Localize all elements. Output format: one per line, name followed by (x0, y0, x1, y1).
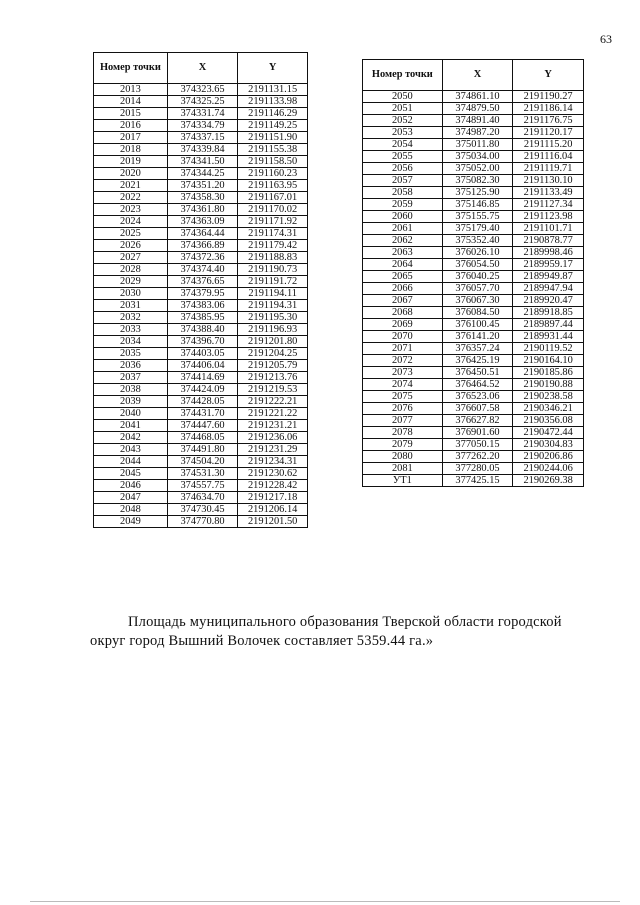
table-row (94, 96, 308, 108)
cell-x: 374403.05 (167, 348, 238, 360)
cell-x: 374358.30 (167, 192, 238, 204)
cell-y: 2191176.75 (513, 115, 584, 127)
cell-point-number: 2057 (363, 175, 443, 187)
table-row (363, 367, 584, 379)
cell-point-number: 2059 (363, 199, 443, 211)
cell-y: 2191151.90 (238, 132, 308, 144)
cell-x: 376100.45 (442, 319, 513, 331)
cell-y: 2190356.08 (513, 415, 584, 427)
table-row (363, 139, 584, 151)
cell-x: 376054.50 (442, 259, 513, 271)
cell-y: 2191120.17 (513, 127, 584, 139)
cell-y: 2191231.21 (238, 420, 308, 432)
cell-point-number: 2036 (94, 360, 168, 372)
cell-y: 2191158.50 (238, 156, 308, 168)
cell-y: 2191194.11 (238, 288, 308, 300)
cell-y: 2190472.44 (513, 427, 584, 439)
table-row (363, 343, 584, 355)
cell-point-number: 2056 (363, 163, 443, 175)
table-row (94, 480, 308, 492)
cell-point-number: 2069 (363, 319, 443, 331)
cell-point-number: 2051 (363, 103, 443, 115)
cell-y: 2190238.58 (513, 391, 584, 403)
cell-y: 2191213.76 (238, 372, 308, 384)
cell-y: 2191234.31 (238, 456, 308, 468)
cell-x: 375082.30 (442, 175, 513, 187)
table-row (363, 439, 584, 451)
cell-x: 374364.44 (167, 228, 238, 240)
cell-x: 374447.60 (167, 420, 238, 432)
table-row (363, 403, 584, 415)
cell-point-number: 2040 (94, 408, 168, 420)
cell-y: 2191230.62 (238, 468, 308, 480)
table-row (363, 451, 584, 463)
header-point-number: Номер точки (94, 53, 168, 84)
cell-y: 2191228.42 (238, 480, 308, 492)
cell-y: 2191194.31 (238, 300, 308, 312)
cell-y: 2190206.86 (513, 451, 584, 463)
cell-x: 374468.05 (167, 432, 238, 444)
table-row (94, 372, 308, 384)
cell-point-number: 2071 (363, 343, 443, 355)
cell-y: 2191163.95 (238, 180, 308, 192)
cell-point-number: 2014 (94, 96, 168, 108)
table-row (363, 295, 584, 307)
cell-point-number: 2017 (94, 132, 168, 144)
table-row (363, 283, 584, 295)
cell-x: 374557.75 (167, 480, 238, 492)
cell-x: 374351.20 (167, 180, 238, 192)
cell-x: 374372.36 (167, 252, 238, 264)
cell-x: 374406.04 (167, 360, 238, 372)
table-row (363, 355, 584, 367)
table-row (363, 259, 584, 271)
cell-y: 2191188.83 (238, 252, 308, 264)
table-row (363, 163, 584, 175)
cell-point-number: 2035 (94, 348, 168, 360)
cell-y: 2191174.31 (238, 228, 308, 240)
table-row (363, 115, 584, 127)
cell-point-number: 2047 (94, 492, 168, 504)
cell-point-number: 2028 (94, 264, 168, 276)
cell-point-number: 2018 (94, 144, 168, 156)
table-row (363, 235, 584, 247)
cell-point-number: 2039 (94, 396, 168, 408)
cell-point-number: 2037 (94, 372, 168, 384)
cell-point-number: 2066 (363, 283, 443, 295)
cell-y: 2191167.01 (238, 192, 308, 204)
cell-x: 374339.84 (167, 144, 238, 156)
table-row (363, 415, 584, 427)
cell-x: 375352.40 (442, 235, 513, 247)
cell-point-number: 2072 (363, 355, 443, 367)
cell-x: 377050.15 (442, 439, 513, 451)
cell-x: 376901.60 (442, 427, 513, 439)
table-row (94, 420, 308, 432)
cell-x: 374891.40 (442, 115, 513, 127)
cell-point-number: 2019 (94, 156, 168, 168)
cell-point-number: 2063 (363, 247, 443, 259)
table-row (94, 168, 308, 180)
cell-x: 374366.89 (167, 240, 238, 252)
cell-y: 2191190.73 (238, 264, 308, 276)
page-number: 63 (600, 32, 612, 46)
cell-y: 2190190.88 (513, 379, 584, 391)
table-row (363, 247, 584, 259)
cell-point-number: 2079 (363, 439, 443, 451)
cell-y: 2191127.34 (513, 199, 584, 211)
cell-point-number: 2043 (94, 444, 168, 456)
table-row (363, 187, 584, 199)
cell-x: 374531.30 (167, 468, 238, 480)
cell-x: 376057.70 (442, 283, 513, 295)
cell-x: 374379.95 (167, 288, 238, 300)
cell-y: 2190119.52 (513, 343, 584, 355)
cell-point-number: 2025 (94, 228, 168, 240)
cell-point-number: 2030 (94, 288, 168, 300)
cell-y: 2191130.10 (513, 175, 584, 187)
cell-x: 374987.20 (442, 127, 513, 139)
table-row (94, 276, 308, 288)
table-row (94, 348, 308, 360)
cell-y: 2189949.87 (513, 271, 584, 283)
cell-x: 376523.06 (442, 391, 513, 403)
cell-x: 376084.50 (442, 307, 513, 319)
table-body-left (94, 84, 308, 528)
cell-y: 2190269.38 (513, 475, 584, 487)
table-row (94, 324, 308, 336)
cell-y: 2191191.72 (238, 276, 308, 288)
table-row (94, 432, 308, 444)
cell-x: 374323.65 (167, 84, 238, 96)
cell-point-number: 2058 (363, 187, 443, 199)
table-header-row (94, 53, 308, 84)
cell-point-number: 2033 (94, 324, 168, 336)
cell-y: 2191201.80 (238, 336, 308, 348)
cell-y: 2191231.29 (238, 444, 308, 456)
cell-y: 2191123.98 (513, 211, 584, 223)
cell-y: 2189931.44 (513, 331, 584, 343)
cell-x: 374428.05 (167, 396, 238, 408)
cell-y: 2191116.04 (513, 151, 584, 163)
table-row (94, 204, 308, 216)
cell-x: 377425.15 (442, 475, 513, 487)
table-row (363, 211, 584, 223)
cell-point-number: 2042 (94, 432, 168, 444)
table-row (94, 252, 308, 264)
cell-point-number: 2068 (363, 307, 443, 319)
cell-y: 2191101.71 (513, 223, 584, 235)
table-row (94, 360, 308, 372)
cell-point-number: 2049 (94, 516, 168, 528)
cell-x: 376357.24 (442, 343, 513, 355)
cell-y: 2191149.25 (238, 120, 308, 132)
cell-point-number: 2081 (363, 463, 443, 475)
cell-point-number: 2023 (94, 204, 168, 216)
cell-x: 375155.75 (442, 211, 513, 223)
cell-point-number: 2076 (363, 403, 443, 415)
cell-x: 374341.50 (167, 156, 238, 168)
cell-x: 376425.19 (442, 355, 513, 367)
table-row (94, 336, 308, 348)
cell-x: 375034.00 (442, 151, 513, 163)
cell-y: 2191221.22 (238, 408, 308, 420)
cell-point-number: 2021 (94, 180, 168, 192)
cell-x: 375179.40 (442, 223, 513, 235)
cell-point-number: 2061 (363, 223, 443, 235)
cell-x: 376607.58 (442, 403, 513, 415)
cell-y: 2189959.17 (513, 259, 584, 271)
cell-y: 2191195.30 (238, 312, 308, 324)
table-row (94, 240, 308, 252)
cell-point-number: 2046 (94, 480, 168, 492)
cell-point-number: 2020 (94, 168, 168, 180)
table-row (94, 456, 308, 468)
cell-y: 2191119.71 (513, 163, 584, 175)
table-row (363, 223, 584, 235)
table-row (363, 199, 584, 211)
cell-point-number: 2064 (363, 259, 443, 271)
cell-y: 2191133.49 (513, 187, 584, 199)
cell-y: 2190185.86 (513, 367, 584, 379)
cell-x: 376040.25 (442, 271, 513, 283)
table-row (363, 331, 584, 343)
cell-point-number: 2048 (94, 504, 168, 516)
cell-y: 2191201.50 (238, 516, 308, 528)
cell-x: 376067.30 (442, 295, 513, 307)
cell-point-number: 2053 (363, 127, 443, 139)
table-row (94, 516, 308, 528)
table-row (363, 475, 584, 487)
cell-y: 2191219.53 (238, 384, 308, 396)
cell-point-number: УТ1 (363, 475, 443, 487)
table-row (94, 120, 308, 132)
area-summary-text: Площадь муниципального образования Тверской области городской округ город Вышний Волочек составляет 5359.44 га.» (90, 613, 562, 649)
header-x: X (167, 53, 238, 84)
cell-x: 376026.10 (442, 247, 513, 259)
cell-x: 376450.51 (442, 367, 513, 379)
cell-y: 2191146.29 (238, 108, 308, 120)
cell-y: 2190244.06 (513, 463, 584, 475)
cell-point-number: 2077 (363, 415, 443, 427)
cell-point-number: 2075 (363, 391, 443, 403)
cell-y: 2189897.44 (513, 319, 584, 331)
cell-point-number: 2013 (94, 84, 168, 96)
cell-x: 377280.05 (442, 463, 513, 475)
cell-point-number: 2041 (94, 420, 168, 432)
cell-x: 374504.20 (167, 456, 238, 468)
cell-point-number: 2044 (94, 456, 168, 468)
table-row (363, 271, 584, 283)
cell-point-number: 2073 (363, 367, 443, 379)
cell-x: 374374.40 (167, 264, 238, 276)
cell-point-number: 2029 (94, 276, 168, 288)
cell-point-number: 2054 (363, 139, 443, 151)
cell-y: 2191131.15 (238, 84, 308, 96)
table-row (94, 132, 308, 144)
cell-x: 374634.70 (167, 492, 238, 504)
table-row (94, 408, 308, 420)
cell-point-number: 2050 (363, 91, 443, 103)
table-row (94, 492, 308, 504)
cell-x: 374344.25 (167, 168, 238, 180)
cell-y: 2191133.98 (238, 96, 308, 108)
coordinates-table-left (93, 52, 308, 528)
cell-x: 374376.65 (167, 276, 238, 288)
table-row (94, 228, 308, 240)
cell-y: 2191186.14 (513, 103, 584, 115)
cell-x: 375125.90 (442, 187, 513, 199)
cell-point-number: 2080 (363, 451, 443, 463)
cell-y: 2189947.94 (513, 283, 584, 295)
cell-y: 2191236.06 (238, 432, 308, 444)
cell-point-number: 2060 (363, 211, 443, 223)
cell-y: 2191205.79 (238, 360, 308, 372)
cell-point-number: 2070 (363, 331, 443, 343)
cell-x: 374361.80 (167, 204, 238, 216)
cell-y: 2189918.85 (513, 307, 584, 319)
table-row (94, 288, 308, 300)
cell-x: 374388.40 (167, 324, 238, 336)
table-row (94, 192, 308, 204)
table-row (363, 391, 584, 403)
cell-point-number: 2055 (363, 151, 443, 163)
table-row (363, 127, 584, 139)
cell-point-number: 2078 (363, 427, 443, 439)
cell-x: 374770.80 (167, 516, 238, 528)
cell-x: 374396.70 (167, 336, 238, 348)
table-row (94, 216, 308, 228)
cell-y: 2191170.02 (238, 204, 308, 216)
cell-y: 2189998.46 (513, 247, 584, 259)
cell-point-number: 2034 (94, 336, 168, 348)
cell-y: 2191171.92 (238, 216, 308, 228)
cell-x: 374325.25 (167, 96, 238, 108)
table-row (94, 396, 308, 408)
cell-y: 2191204.25 (238, 348, 308, 360)
table-row (94, 84, 308, 96)
table-row (363, 319, 584, 331)
cell-point-number: 2031 (94, 300, 168, 312)
cell-x: 374385.95 (167, 312, 238, 324)
header-x: X (442, 60, 513, 91)
cell-x: 377262.20 (442, 451, 513, 463)
cell-x: 374337.15 (167, 132, 238, 144)
cell-x: 376627.82 (442, 415, 513, 427)
table-row (94, 384, 308, 396)
table-row (363, 463, 584, 475)
cell-x: 375011.80 (442, 139, 513, 151)
table-row (363, 379, 584, 391)
table-row (363, 103, 584, 115)
cell-point-number: 2026 (94, 240, 168, 252)
cell-y: 2191115.20 (513, 139, 584, 151)
cell-x: 374861.10 (442, 91, 513, 103)
cell-x: 374331.74 (167, 108, 238, 120)
cell-x: 375052.00 (442, 163, 513, 175)
table-row (94, 468, 308, 480)
table-row (94, 108, 308, 120)
cell-y: 2191160.23 (238, 168, 308, 180)
cell-point-number: 2067 (363, 295, 443, 307)
cell-x: 374363.09 (167, 216, 238, 228)
table-row (363, 151, 584, 163)
cell-point-number: 2015 (94, 108, 168, 120)
cell-point-number: 2024 (94, 216, 168, 228)
cell-point-number: 2027 (94, 252, 168, 264)
cell-x: 374431.70 (167, 408, 238, 420)
cell-x: 374334.79 (167, 120, 238, 132)
cell-x: 374414.69 (167, 372, 238, 384)
cell-y: 2191217.18 (238, 492, 308, 504)
cell-x: 376464.52 (442, 379, 513, 391)
cell-y: 2190164.10 (513, 355, 584, 367)
table-row (94, 444, 308, 456)
cell-point-number: 2032 (94, 312, 168, 324)
cell-y: 2190304.83 (513, 439, 584, 451)
table-row (94, 180, 308, 192)
coordinates-table-right (362, 59, 584, 487)
cell-y: 2190878.77 (513, 235, 584, 247)
cell-y: 2191190.27 (513, 91, 584, 103)
cell-point-number: 2062 (363, 235, 443, 247)
cell-point-number: 2052 (363, 115, 443, 127)
table-row (94, 264, 308, 276)
table-row (94, 504, 308, 516)
cell-x: 374879.50 (442, 103, 513, 115)
table-row (363, 427, 584, 439)
cell-x: 374383.06 (167, 300, 238, 312)
cell-point-number: 2045 (94, 468, 168, 480)
cell-y: 2191222.21 (238, 396, 308, 408)
header-y: Y (513, 60, 584, 91)
cell-point-number: 2016 (94, 120, 168, 132)
table-row (363, 307, 584, 319)
cell-x: 374730.45 (167, 504, 238, 516)
table-row (363, 175, 584, 187)
table-row (363, 91, 584, 103)
page-bottom-divider (30, 901, 620, 902)
cell-x: 374491.80 (167, 444, 238, 456)
table-row (94, 300, 308, 312)
cell-y: 2189920.47 (513, 295, 584, 307)
cell-x: 376141.20 (442, 331, 513, 343)
cell-x: 374424.09 (167, 384, 238, 396)
cell-point-number: 2038 (94, 384, 168, 396)
table-row (94, 144, 308, 156)
cell-y: 2191179.42 (238, 240, 308, 252)
cell-y: 2190346.21 (513, 403, 584, 415)
cell-x: 375146.85 (442, 199, 513, 211)
cell-y: 2191155.38 (238, 144, 308, 156)
table-row (94, 156, 308, 168)
cell-point-number: 2074 (363, 379, 443, 391)
header-y: Y (238, 53, 308, 84)
table-header-row (363, 60, 584, 91)
cell-point-number: 2022 (94, 192, 168, 204)
cell-point-number: 2065 (363, 271, 443, 283)
header-point-number: Номер точки (363, 60, 443, 91)
cell-y: 2191196.93 (238, 324, 308, 336)
table-body-right (363, 91, 584, 487)
table-row (94, 312, 308, 324)
cell-y: 2191206.14 (238, 504, 308, 516)
